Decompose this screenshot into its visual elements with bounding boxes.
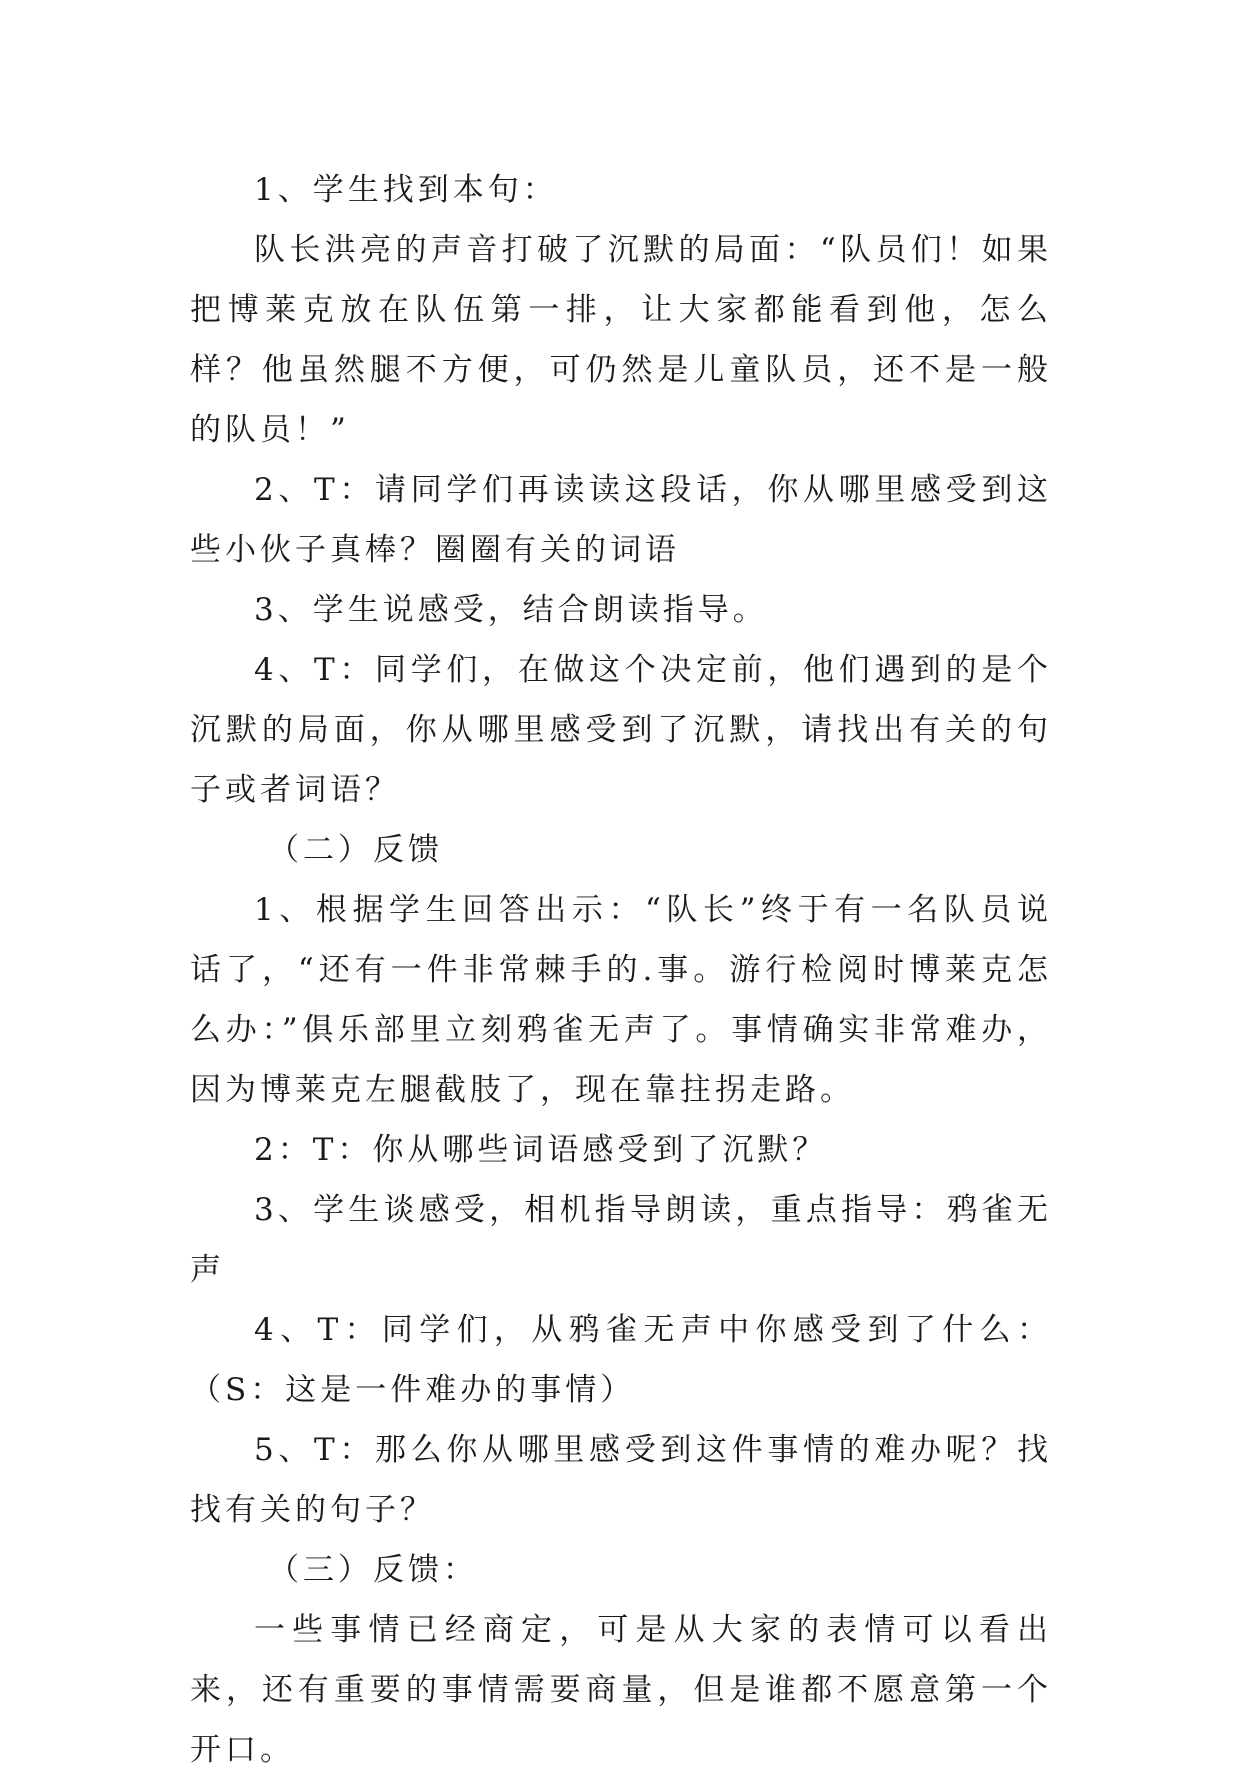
paragraph-8: 4、T：同学们，从鸦雀无声中你感受到了什么：（S：这是一件难办的事情） [190, 1312, 1052, 1408]
section-heading-2: （二）反馈 [268, 832, 443, 868]
paragraph-4: 4、T：同学们，在做这个决定前，他们遇到的是个沉默的局面，你从哪里感受到了沉默，请找出有关的句子或者词语？ [190, 652, 1052, 808]
document-page [190, 160, 1052, 1780]
paragraph-6: 2：T：你从哪些词语感受到了沉默？ [254, 1132, 828, 1168]
paragraph-9: 5、T：那么你从哪里感受到这件事情的难办呢？找找有关的句子？ [190, 1432, 1052, 1528]
paragraph-3: 3、学生说感受，结合朗读指导。 [254, 592, 768, 628]
paragraph-7: 3、学生谈感受，相机指导朗读，重点指导：鸦雀无声 [190, 1192, 1052, 1288]
paragraph-quote: 队长洪亮的声音打破了沉默的局面：“队员们！如果把博莱克放在队伍第一排，让大家都能看到他，怎么样？他虽然腿不方便，可仍然是儿童队员，还不是一般的队员！” [190, 232, 1052, 448]
section-heading-3: （三）反馈： [268, 1552, 478, 1588]
paragraph-1: 1、学生找到本句： [254, 172, 558, 208]
paragraph-5: 1、根据学生回答出示：“队长”终于有一名队员说话了，“还有一件非常棘手的.事。游行检阅时博莱克怎么办：”俱乐部里立刻鸦雀无声了。事情确实非常难办，因为博莱克左腿截肢了，现在靠拄拐走路。 [190, 892, 1052, 1108]
paragraph-2: 2、T：请同学们再读读这段话，你从哪里感受到这些小伙子真棒？圈圈有关的词语 [190, 472, 1052, 568]
paragraph-10: 一些事情已经商定，可是从大家的表情可以看出来，还有重要的事情需要商量，但是谁都不愿意第一个开口。 [190, 1612, 1052, 1768]
